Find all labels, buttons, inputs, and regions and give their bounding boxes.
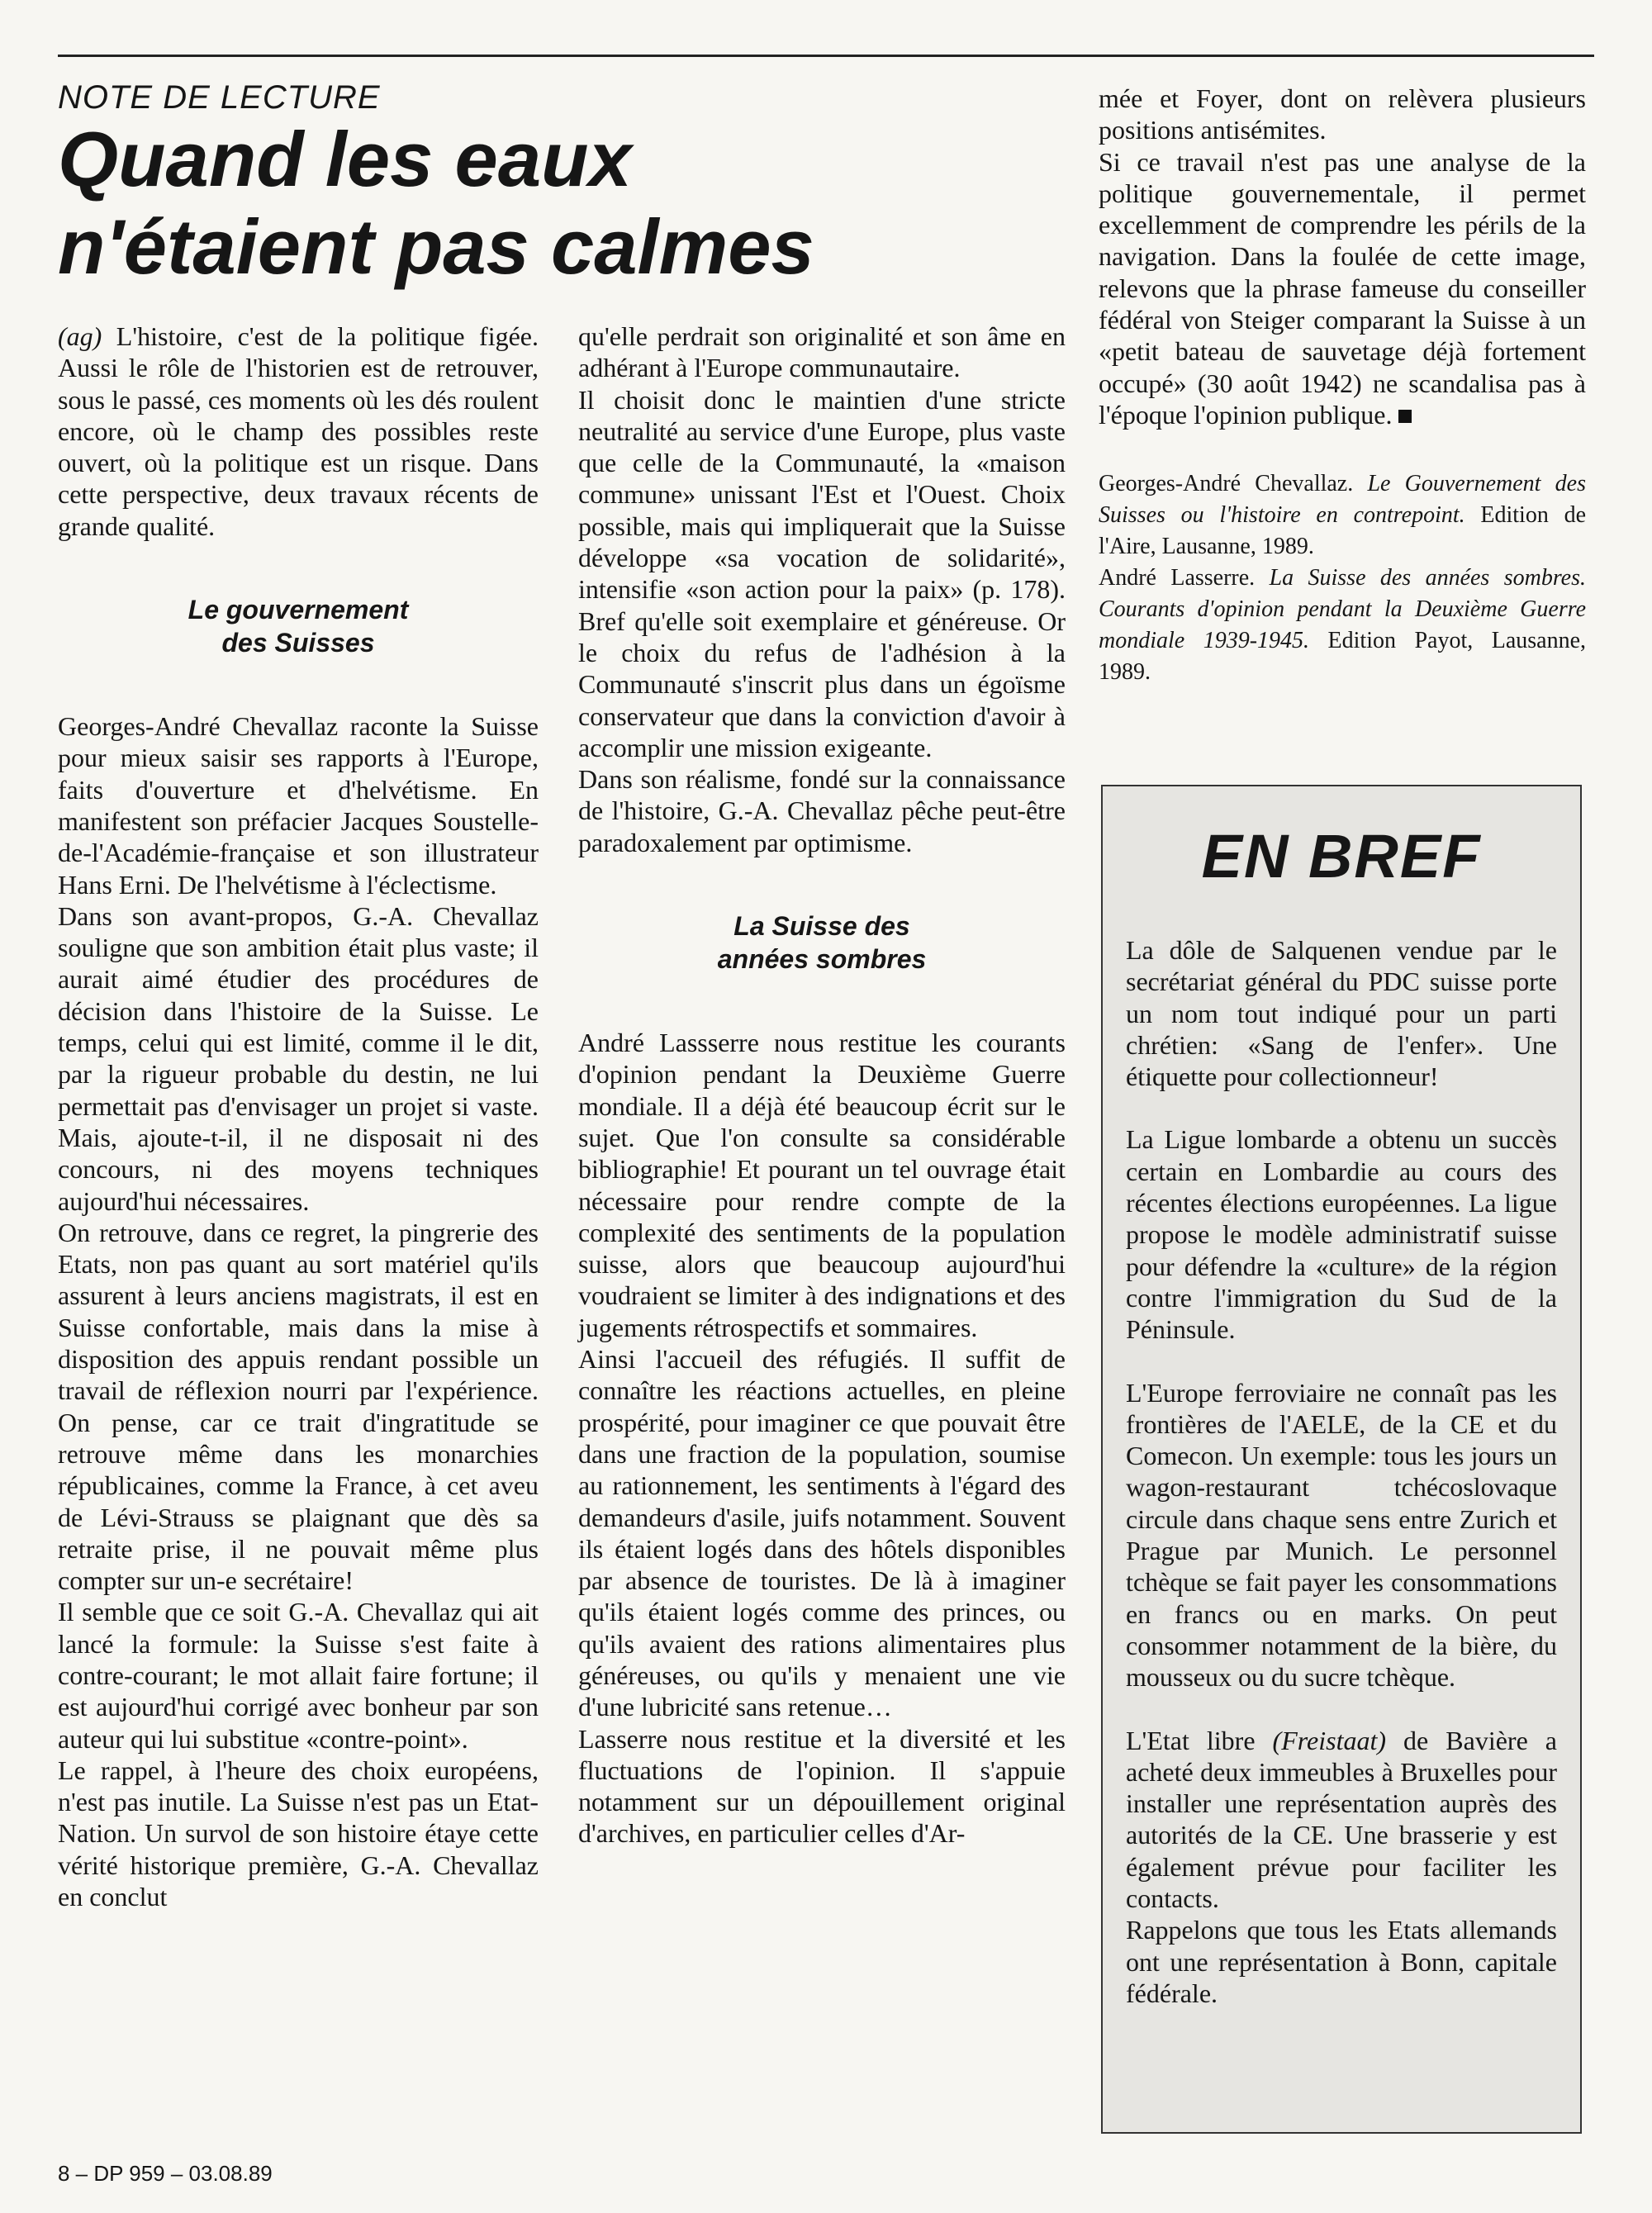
reference-2-author: André Lasserre. [1099,565,1256,591]
col2-paragraph: André Lassserre nous restitue les courants d'opinion pendant la Deuxième Guerre mondiale. Il a déjà été beaucoup écrit sur le sujet. Que l'on consulte sa considérable bibliographie! Et pourant un tel ouvrage était nécessaire pour rendre compte de la complexité des sentiments de la population suisse, alors que beaucoup aujourd'hui voudraient se limiter à des indignations et des jugements rétrospectifs et sommaires. [578,1028,1066,1342]
article-column-3 [1099,83,1586,688]
col1-paragraph: On retrouve, dans ce regret, la pingrerie des Etats, non pas quant au sort matériel qu'ils assurent à leurs anciens magistrats, il est en Suisse confortable, mais dans la mise à disposition des appuis rendant possible un travail de réflexion nourri par l'expérience. On pense, car ce trait d'ingratitude se retrouve même dans les monarchies républicaines, comme la France, à cet aveu de Lévi-Strauss se plaignant que dès sa retraite prise, il ne pouvait même plus compter sur un-e secrétaire! [58,1217,539,1596]
subhead-1-line-2: des Suisses [221,628,375,658]
bref-item-text: Rappelons que tous les Etats allemands ont une représentation à Bonn, capitale fédérale. [1126,1915,1557,2008]
bref-item-text: La Ligue lombarde a obtenu un succès certain en Lombardie au cours des récentes élections européennes. La ligue propose le modèle administratif suisse pour défendre la «culture» de la région contre l'immigration du Sud de la Péninsule. [1126,1124,1557,1345]
subhead-2-line-1: La Suisse des [733,911,910,942]
bref-item [1126,1725,1557,2010]
bibliography [1099,468,1586,688]
bref-item [1126,1377,1557,1693]
en-bref-box [1101,785,1582,2134]
col1-paragraph: Dans son avant-propos, G.-A. Chevallaz souligne que son ambition était plus vaste; il aurait aimé étudier des procédures de décision dans l'histoire de la Suisse. Le temps, celui qui est limité, comme il le dit, par la rigueur probable du destin, ne lui permettait pas d'envisager un projet si vaste. Mais, ajoute-t-il, il ne disposait ni des concours, ni des moyens techniques aujourd'hui nécessaires. [58,900,539,1216]
reference-2 [1099,563,1586,688]
headline-line-2: n'étaient pas calmes [58,203,814,290]
reference-1-title: Le Gouvernement des Suisses ou l'histoire en contrepoint. [1099,471,1586,529]
col3-paragraph-text: Si ce travail n'est pas une analyse de la politique gouvernementale, il permet excellemment de comprendre les périls de la navigation. Dans la foulée de cette image, relevons que la phrase fameuse du conseiller fédéral von Steiger comparant la Suisse à un «petit bateau de sauvetage déjà fortement occupé» (30 août 1942) ne scandalisa pas à l'époque l'opinion publique. [1099,146,1586,430]
bref-item-4-end: de Bavière a acheté deux immeubles à Bruxelles pour installer une représentation auprès des autorités de la CE. Une brasserie y est également prévue pour faciliter les contacts. [1126,1725,1557,1914]
intro-paragraph [58,321,539,542]
col2-paragraph: Ainsi l'accueil des réfugiés. Il suffit de connaître les réactions actuelles, en pleine prospérité, pour imaginer ce que pouvait être dans une fraction de la population, soumise au rationnement, les sentiments à l'égard des demandeurs d'asile, juifs notamment. Souvent ils étaient logés dans des hôtels disponibles par absence de touristes. De là à imaginer qu'ils étaient logés comme des princes, ou qu'ils avaient des rations alimentaires plus généreuses, ou qu'ils y menaient une vie d'une lubricité sans retenue… [578,1344,1066,1722]
page-footer: 8 – DP 959 – 03.08.89 [58,2161,273,2186]
article-column-2 [578,321,1066,1850]
article-headline [58,116,1049,291]
top-rule [58,55,1594,57]
reference-2-title: La Suisse des années sombres. Courants d'opinion pendant la Deuxième Guerre mondiale 1939-1945. [1099,565,1586,654]
col1-paragraph: Le rappel, à l'heure des choix européens, n'est pas inutile. La Suisse n'est pas un Etat-Nation. Un survol de son histoire étaye cette vérité historique première, G.-A. Chevallaz en conclut [58,1755,539,1912]
bref-item-text [1126,1725,1557,1915]
reference-1 [1099,468,1586,563]
headline-line-1: Quand les eaux [58,116,632,202]
article-column-1 [58,321,539,1912]
subhead-1-line-1: Le gouvernement [188,595,409,625]
bref-item-4-start: L'Etat libre [1126,1725,1273,1755]
col2-paragraph: Il choisit donc le maintien d'une stricte neutralité au service d'une Europe, plus vaste que celle de la Communauté, la «maison commune» unissant l'Est et l'Ouest. Choix possible, mais qui impliquerait que la Suisse développe «sa vocation de solidarité», intensifie «son action pour la paix» (p. 178). Bref qu'elle soit exemplaire et généreuse. Or le choix du refus de l'adhésion à la Communauté s'inscrit plus dans un égoïsme conservateur que dans la conviction d'avoir à accomplir une mission exigeante. [578,384,1066,762]
col2-paragraph: Dans son réalisme, fondé sur la connaissance de l'histoire, G.-A. Chevallaz pêche peut-être paradoxalement par optimisme. [578,764,1066,857]
reference-2-edition: Edition Payot, Lausanne, 1989. [1099,628,1587,686]
subhead-gouvernement [58,593,539,659]
col3-paragraph [1099,146,1586,431]
bref-item-text: La dôle de Salquenen vendue par le secrétariat général du PDC suisse porte un nom tout indiqué pour un parti chrétien: «Sang de l'enfer». Une étiquette pour collectionneur! [1126,935,1557,1092]
bref-item-text: L'Europe ferroviaire ne connaît pas les frontières de l'AELE, de la CE et du Comecon. Un exemple: tous les jours un wagon-restaurant tchécoslovaque circule dans chaque sens entre Zurich et Prague par Munich. Le personnel tchèque se fait payer les consommations en francs ou en marks. On peut consommer notamment de la bière, du mousseux ou du sucre tchèque. [1126,1377,1557,1693]
end-of-article-square-icon [1398,410,1412,423]
bref-item [1126,934,1557,1092]
subhead-annees-sombres [578,909,1066,976]
col2-paragraph: Lasserre nous restitue et la diversité et les fluctuations de l'opinion. Il s'appuie notamment sur un dépouillement original d'archives, en particulier celles d'Ar- [578,1723,1066,1849]
intro-author: (ag) [58,321,102,351]
bref-item [1126,1123,1557,1345]
intro-text: L'histoire, c'est de la politique figée. Aussi le rôle de l'historien est de retrouver, sous le passé, ces moments où les dés roulent encore, où le champ des possibles reste ouvert, où la politique est un risque. Dans cette perspective, deux travaux récents de grande qualité. [58,321,539,541]
en-bref-title: EN BREF [1201,822,1482,890]
subhead-2-line-2: années sombres [717,944,927,975]
reference-1-author: Georges-André Chevallaz. [1099,471,1354,497]
col1-paragraph: Il semble que ce soit G.-A. Chevallaz qui ait lancé la formule: la Suisse s'est faite à contre-courant; le mot allait faire fortune; il est aujourd'hui corrigé avec bonheur par son auteur qui lui substitue «contre-point». [58,1597,539,1754]
col2-paragraph: qu'elle perdrait son originalité et son âme en adhérant à l'Europe communautaire. [578,321,1066,383]
col1-paragraph: Georges-André Chevallaz raconte la Suisse pour mieux saisir ses rapports à l'Europe, faits d'ouverture et d'helvétisme. En manifestent son préfacier Jacques Soustelle-de-l'Académie-française et son illustrateur Hans Erni. De l'helvétisme à l'éclectisme. [58,711,539,900]
reference-1-edition: Edition de l'Aire, Lausanne, 1989. [1099,502,1587,560]
section-kicker: NOTE DE LECTURE [58,79,381,116]
col3-paragraph: mée et Foyer, dont on relèvera plusieurs positions antisémites. [1099,83,1586,145]
bref-item-4-italic: (Freistaat) [1272,1725,1386,1755]
